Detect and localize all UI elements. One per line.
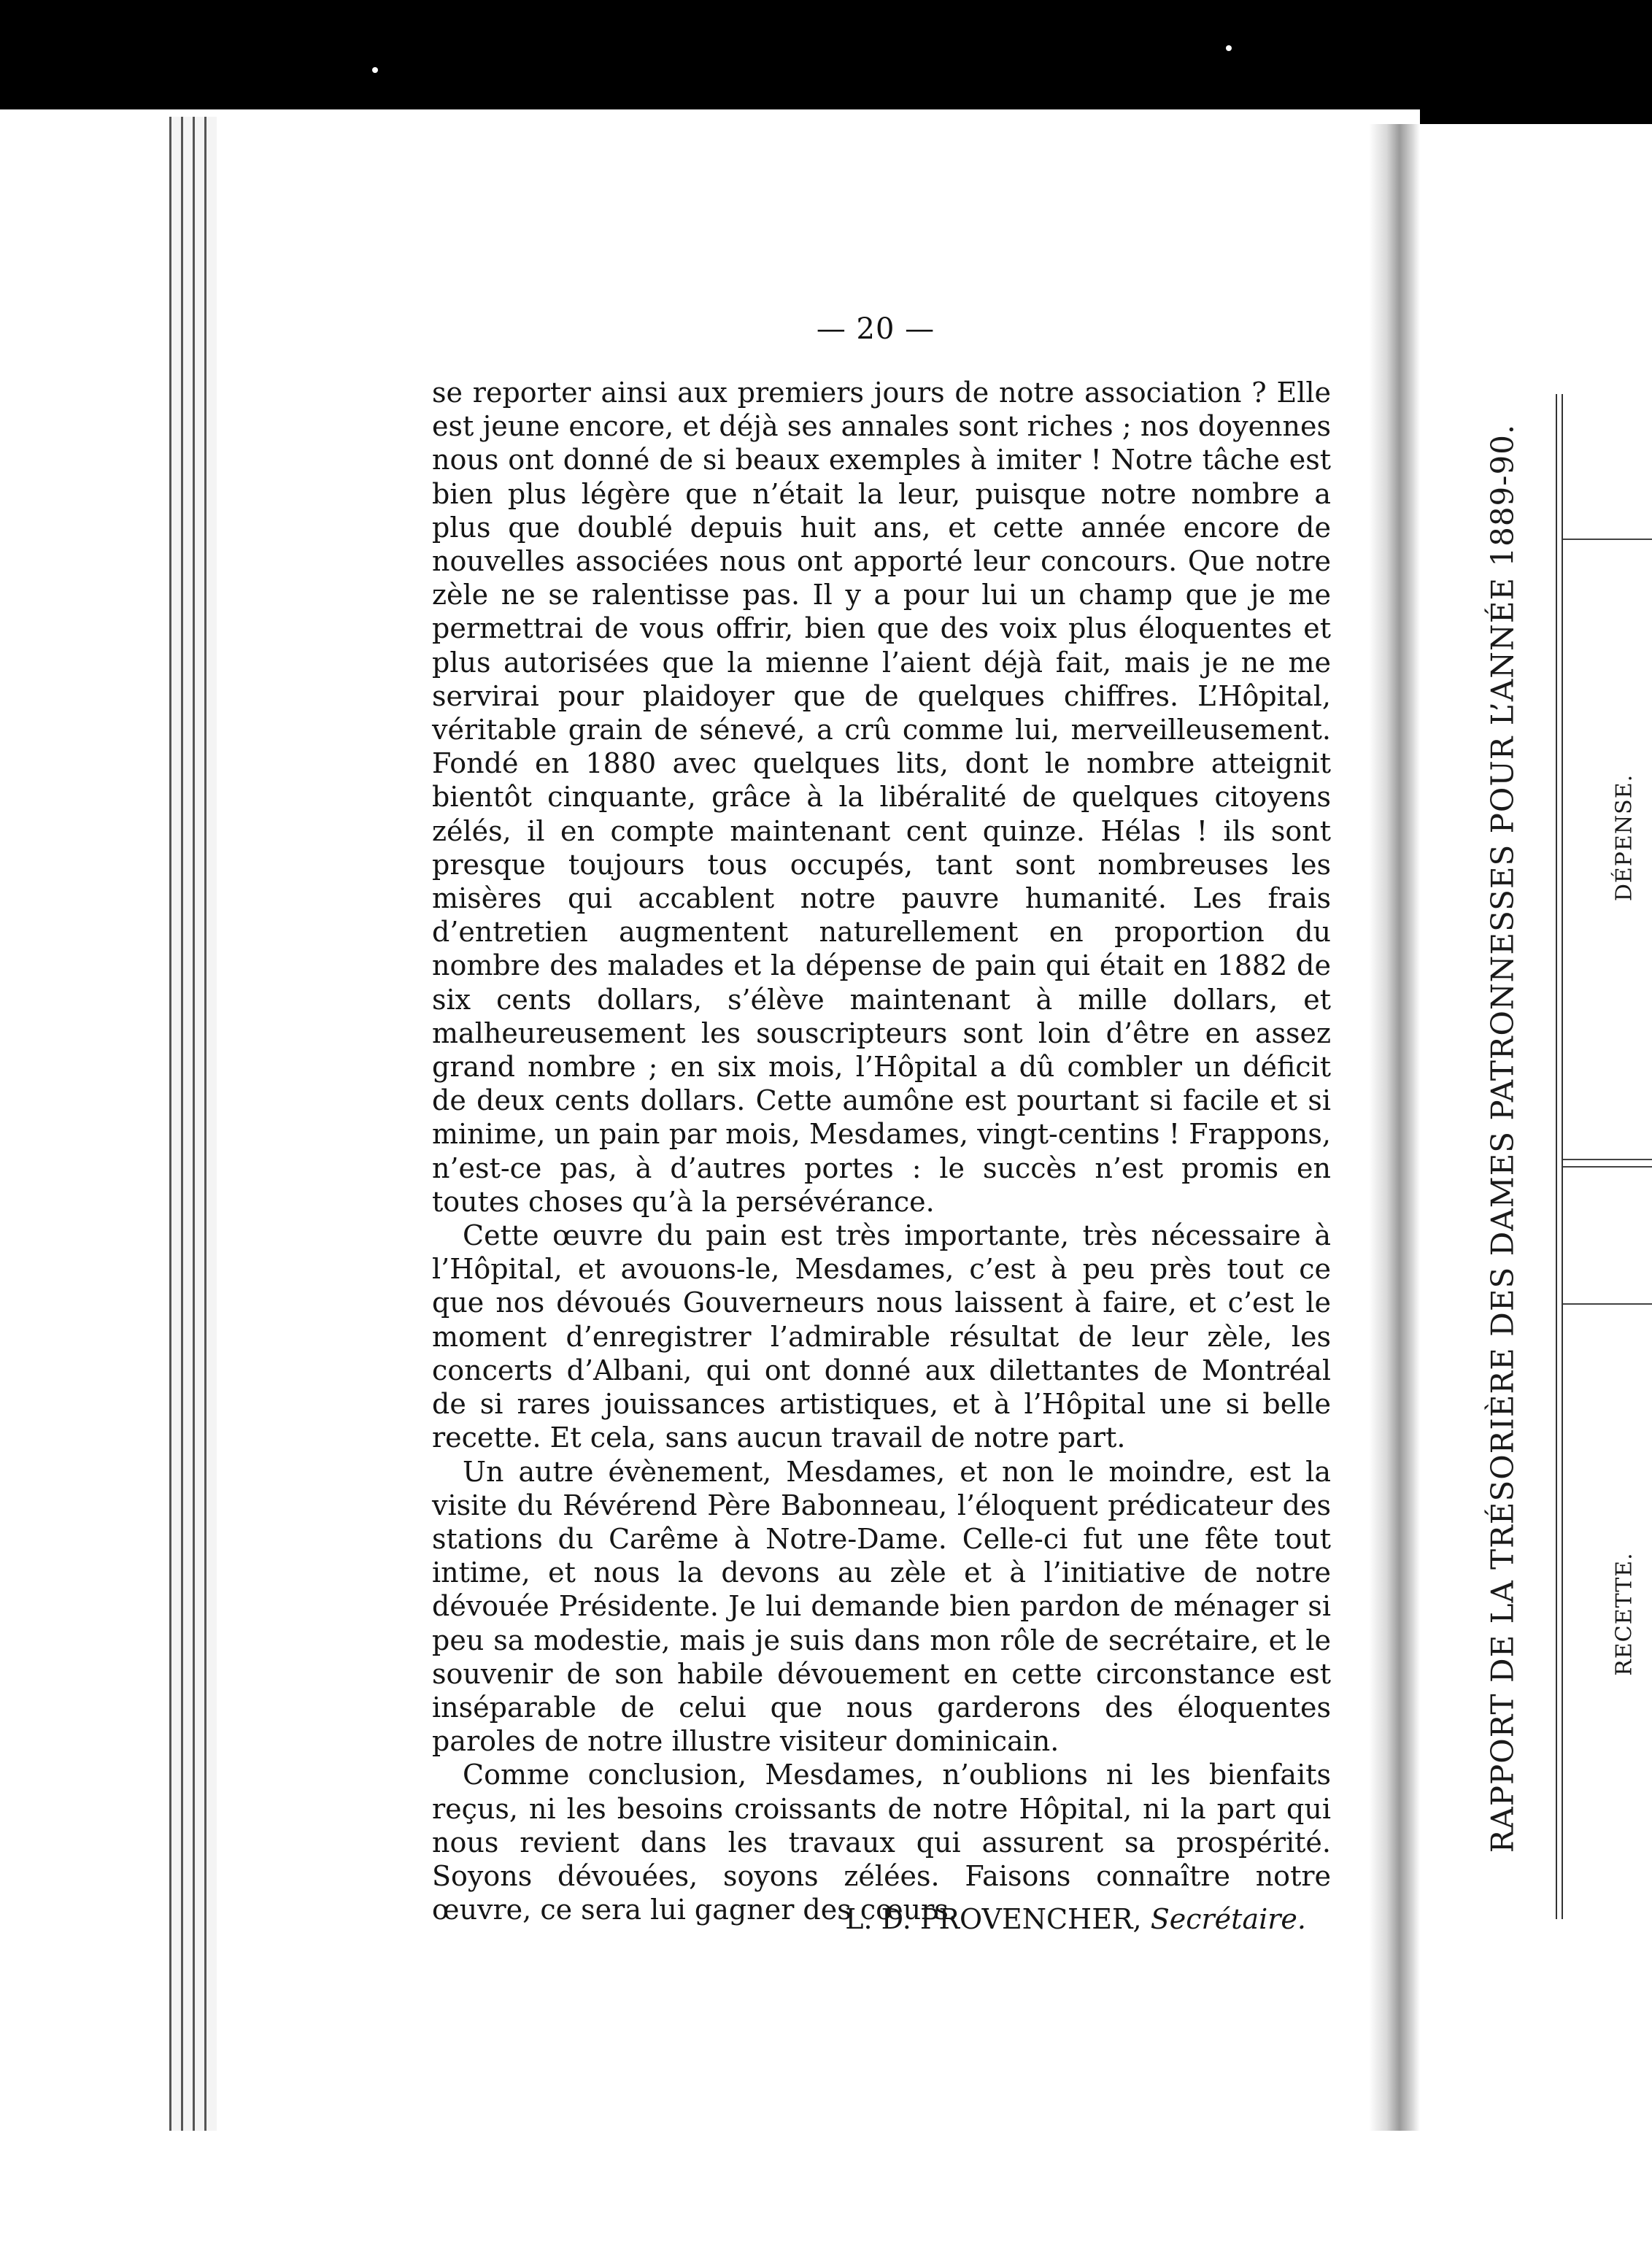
page-edge bbox=[181, 117, 193, 2131]
ledger-rule bbox=[1563, 539, 1652, 540]
book-gutter bbox=[1369, 124, 1420, 2131]
signature-name: L. D. PROVENCHER, bbox=[845, 1903, 1142, 1935]
column-header-recette: RECETTE. bbox=[1611, 1552, 1637, 1676]
ledger-rule bbox=[1562, 394, 1563, 1919]
paragraph: Comme conclusion, Mesdames, n’oublions ni les bienfaits reçus, ni les besoins croissants de notre Hôpital, ni la part qui nous revient dans les travaux qui assurent sa prospérité. Soyons dévouées, soyons zélées. Faisons connaître notre œuvre, ce sera lui gagner des cœurs. bbox=[432, 1759, 1331, 1926]
page-edge bbox=[193, 117, 205, 2131]
ledger-title: RAPPORT DE LA TRÉSORIÈRE DES DAMES PATRONNESSES POUR L’ANNÉE 1889-90. bbox=[1484, 423, 1521, 1853]
ledger-rule bbox=[1556, 394, 1557, 1919]
left-margin bbox=[0, 0, 169, 2265]
signature-role: Secrétaire. bbox=[1150, 1903, 1306, 1935]
scan-border-top bbox=[0, 0, 1652, 109]
report-text bbox=[432, 376, 1331, 1926]
page-edge bbox=[204, 117, 217, 2131]
page-edge bbox=[169, 117, 182, 2131]
ledger-rule bbox=[1563, 1159, 1652, 1160]
ledger-rule bbox=[1563, 1303, 1652, 1305]
paragraph: Un autre évènement, Mesdames, et non le moindre, est la visite du Révérend Père Babonneau, l’éloquent prédicateur des stations du Carême à Notre-Dame. Celle-ci fut une fête tout intime, et nous la devons au zèle et à l’initiative de notre dévouée Présidente. Je lui demande bien pardon de ménager si peu sa modestie, mais je suis dans mon rôle de secrétaire, et le souvenir de son habile dévouement en cette circonstance est inséparable de celui que nous garderons des éloquentes paroles de notre illustre visiteur dominicain. bbox=[432, 1455, 1331, 1758]
paragraph: Cette œuvre du pain est très importante, très nécessaire à l’Hôpital, et avouons-le, Mesdames, c’est à peu près tout ce que nos dévoués Gouverneurs nous laissent à faire, et c’est le moment d’enregistrer l’admirable résultat de leur zèle, les concerts d’Albani, qui ont donné aux dilettantes de Montréal de si rares jouissances artistiques, et à l’Hôpital une si belle recette. Et cela, sans aucun travail de notre part. bbox=[432, 1219, 1331, 1454]
paragraph: se reporter ainsi aux premiers jours de notre association ? Elle est jeune encore, et déjà ses annales sont riches ; nos doyennes nous ont donné de si beaux exemples à imiter ! Notre tâche est bien plus légère que n’était la leur, puisque notre nombre a plus que doublé depuis huit ans, et cette année encore de nouvelles associées nous ont apporté leur concours. Que notre zèle ne se ralentisse pas. Il y a pour lui un champ que je me permettrai de vous offrir, bien que des voix plus éloquentes et plus autorisées que la mienne l’aient déjà fait, mais je ne me servirai pour plaidoyer que de quelques chiffres. L’Hôpital, véritable grain de sénevé, a crû comme lui, merveilleusement. Fondé en 1880 avec quelques lits, dont le nombre atteignit bientôt cinquante, grâce à la libéralité de quelques citoyens zélés, il en compte maintenant cent quinze. Hélas ! ils sont presque toujours tous occupés, tant sont nombreuses les misères qui accablent notre pauvre humanité. Les frais d’entretien augmentent naturellement en proportion du nombre des malades et la dépense de pain qui était en 1882 de six cents dollars, s’élève maintenant à mille dollars, et malheureusement les souscripteurs sont loin d’être en assez grand nombre ; en six mois, l’Hôpital a dû combler un déficit de deux cents dollars. Cette aumône est pourtant si facile et si minime, un pain par mois, Mesdames, vingt-centins ! Frappons, n’est-ce pas, à d’autres portes : le succès n’est promis en toutes choses qu’à la persévérance. bbox=[432, 377, 1331, 1218]
column-header-depense: DÉPENSE. bbox=[1611, 773, 1637, 902]
signature bbox=[810, 1903, 1306, 1935]
ledger-rule bbox=[1563, 1166, 1652, 1168]
scan-border-right bbox=[1420, 109, 1652, 124]
page-number: — 20 — bbox=[816, 312, 935, 346]
